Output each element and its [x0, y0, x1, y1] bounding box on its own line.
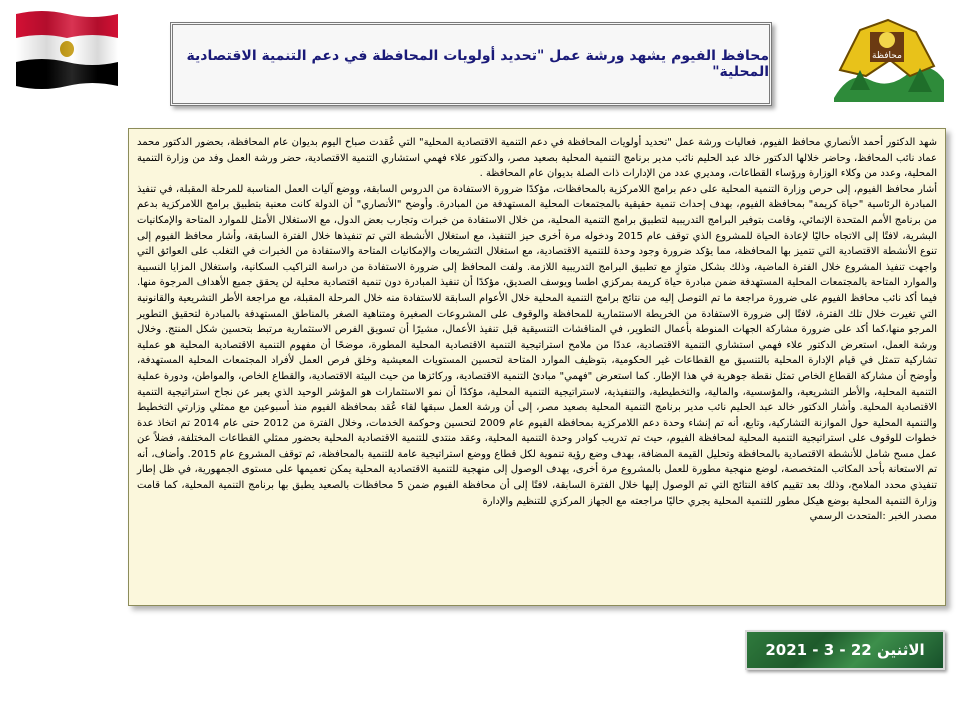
article-paragraph-intro: شهد الدكتور أحمد الأنصاري محافظ الفيوم، فعاليات ورشة عمل "تحديد أولويات المحافظة في دعم التنمية الاقتصادية المحلية" التي عُقدت صباح اليوم بديوان عام المحافظة، بحضور الدكتور محمد عماد نائب المحافظ، وحاضر خلالها الدكتور خالد عبد الحليم نائب مدير برنامج التنمية المحلية بصعيد مصر، والدكتور علاء فهمي استشاري التنمية الاقتصادية، حضر ورشة العمل وفد من وزارة التنمية المحلية، وعدد من وكلاء الوزارة ورؤساء القطاعات، ومديري عدد من الإدارات ذات الصلة بديوان عام المحافظة . — [137, 137, 937, 180]
fayoum-governorate-logo-icon — [830, 10, 948, 106]
date-badge — [745, 630, 945, 670]
headline-title: محافظ الفيوم يشهد ورشة عمل "تحديد أولويات المحافظة في دعم التنمية الاقتصادية المحلية" — [186, 48, 769, 80]
svg-text:محافظة: محافظة — [872, 51, 902, 61]
date-text: الاثنين 22 - 3 - 2021 — [765, 641, 925, 659]
headline-box — [170, 22, 772, 106]
article-body — [128, 128, 946, 606]
egypt-flag-icon — [14, 8, 120, 92]
article-paragraph-main: أشار محافظ الفيوم، إلى حرص وزارة التنمية المحلية على دعم برامج اللامركزية بالمحافظات، مؤكدًا ضرورة الاستفادة من الدروس السابقة، ووضع آليات العمل المناسبة للمرحلة المقبلة، في تنفيذ المبادرة الرئاسية "حياة كريمة" بمحافظة الفيوم، بهدف إحداث تنمية حقيقية بالمجتمعات المحلية المستهدفة من المبادرة. وأوضح "الأنصاري" أن الدولة كانت معنية بتطبيق برامج اللامركزية بدعم من برنامج الأمم المتحدة الإنمائي، وقامت بتوفير البرامج التدريبية لتطبيق برامج التنمية المحلية، من خلال الاستفادة من خبرات وتجارب بعض الدول، مع الاستغلال الأمثل للموارد المتاحة والإمكانيات البشرية، لافتًا إلى الاتجاه حاليًا لإعادة الحياة للمشروع الذي توقف عام 2015 ودخوله مرة أخرى حيز التنفيذ، مع استغلال الأنشطة التي تم تنفيذها خلال الفترة السابقة، وأشار محافظ الفيوم إلى تنوع الأنشطة الاقتصادية التي تتميز بها المحافظة، مما يؤكد ضرورة وجود وحدة للتنمية الاقتصادية، مع استغلال التشريعات والإمكانيات المتاحة والاستفادة من الخبرات في التغلب على العوائق التي واجهت تنفيذ المشروع خلال الفترة الماضية، وذلك بشكل متوازٍ مع تطبيق البرامج التدريبية اللازمة. ولفت المحافظ إلى ضرورة الاستفادة من دراسة التراكيب السكانية، واستغلال المزايا النسبية والموارد المتاحة بالمجتمعات المحلية المستهدفة ضمن مبادرة حياة كريمة بمركزي اطسا ويوسف الصديق، مؤكدًا أن تنفيذ المبادرة دون تنمية اقتصادية محلية لن يحقق جميع الأهداف المرجوة منها. فيما أكد نائب محافظ الفيوم على ضرورة مراجعة ما تم التوصل إليه من نتائج برامج التنمية المحلية خلال الأعوام السابقة للاستفادة منه خلال المرحلة المقبلة، مع مراجعة الأطر التشريعية والقانونية التي تغيرت خلال تلك الفترة، لافتًا إلى ضرورة الاستفادة من الخريطة الاستثمارية للمحافظة والوقوف على المشروعات الصغيرة ومتناهية الصغر بالمناطق المستهدفة بالمبادرة لتحقيق التطوير المرجو منها،كما أكد على ضرورة مشاركة الجهات المنوطة بأعمال التطوير، في المناقشات التنسيقية قبل تنفيذ الأعمال، مشيرًا أن تسويق الفرص الاستثمارية مرتبط بتحسين شكل المنتج. وخلال ورشة العمل، استعرض الدكتور علاء فهمي استشاري التنمية الاقتصادية، عددًا من ملامح استراتيجية التنمية الاقتصادية المحلية المطورة، موضحًا أن مفهوم التنمية الاقتصادية المحلية هو عملية تشاركية تتمثل في قيام الإدارة المحلية بالتنسيق مع القطاعات غير الحكومية، بتوظيف الموارد المتاحة لتحسين المستويات المعيشية وخلق فرص العمل لأفراد المجتمعات المحلية المستهدفة، وأوضح أن مشاركة القطاع الخاص تمثل نقطة جوهرية في هذا الإطار. كما استعرض "فهمي" مبادئ التنمية الاقتصادية، وركائزها من حيث البيئة الاقتصادية، والقطاع الخاص، والمواطن، ودورة عملية التنمية المحلية، والأطر التشريعية، والمؤسسية، والمالية، والتخطيطية، والتنفيذية، لاستراتيجية التنمية المحلية، مؤكدًا أن نمو الاستثمارات هو المؤشر الوحيد الذي يعبر عن نجاح استراتيجية التنمية الاقتصادية المحلية. وأشار الدكتور خالد عبد الحليم نائب مدير برنامج التنمية المحلية بصعيد مصر، إلى أن ورشة العمل سبقها لقاء عُقد بمحافظة الفيوم منذ أسبوعين مع ممثلي وزارتي التخطيط والتنمية المحلية حول الموازنة التشاركية، وتابع، أنه تم إنشاء وحدة دعم اللامركزية بمحافظة الفيوم عام 2009 لتحسين وحوكمة الخدمات، وخلال الفترة من 2012 حتى عام 2014 تم اتخاذ عدة خطوات للوقوف على استراتيجية التنمية المحلية لمحافظة الفيوم، حيث تم تدريب كوادر وحدة التنمية المحلية، وعقد منتدى للتنمية الاقتصادية المحلية بحضور ممثلي القطاعات المختلفة، فضلاً عن عمل مسح شامل للأنشطة الاقتصادية بالمحافظة وتحليل القيمة المضافة، بهدف وضع رؤية تنموية لكل قطاع ووضع استراتيجية عامة للتنمية بالمحافظة، ثم توقف المشروع عام 2015. وأضاف، أنه تم الاستعانة بأحد المكاتب المتخصصة، لوضع منهجية مطورة للعمل بالمشروع مرة أخرى، يهدف الوصول إلى منهجية للتنمية الاقتصادية المحلية يمكن تعميمها على مستوى الجمهورية، في ظل إطار تنفيذي محدد الملامح، وذلك بعد تقييم كافة النتائج التي تم الوصول إليها خلال الفترة السابقة، لافتًا إلى أن محافظة الفيوم ضمن 5 محافظات بالصعيد يطبق بها برنامج التنمية المحلية، كما قامت وزارة التنمية المحلية بوضع هيكل مطور للتنمية المحلية يجري حاليًا مراجعته مع الجهاز المركزي للتنظيم والإدارة — [137, 183, 938, 507]
article-source: مصدر الخبر :المتحدث الرسمي — [809, 511, 937, 523]
article-text — [137, 135, 937, 525]
